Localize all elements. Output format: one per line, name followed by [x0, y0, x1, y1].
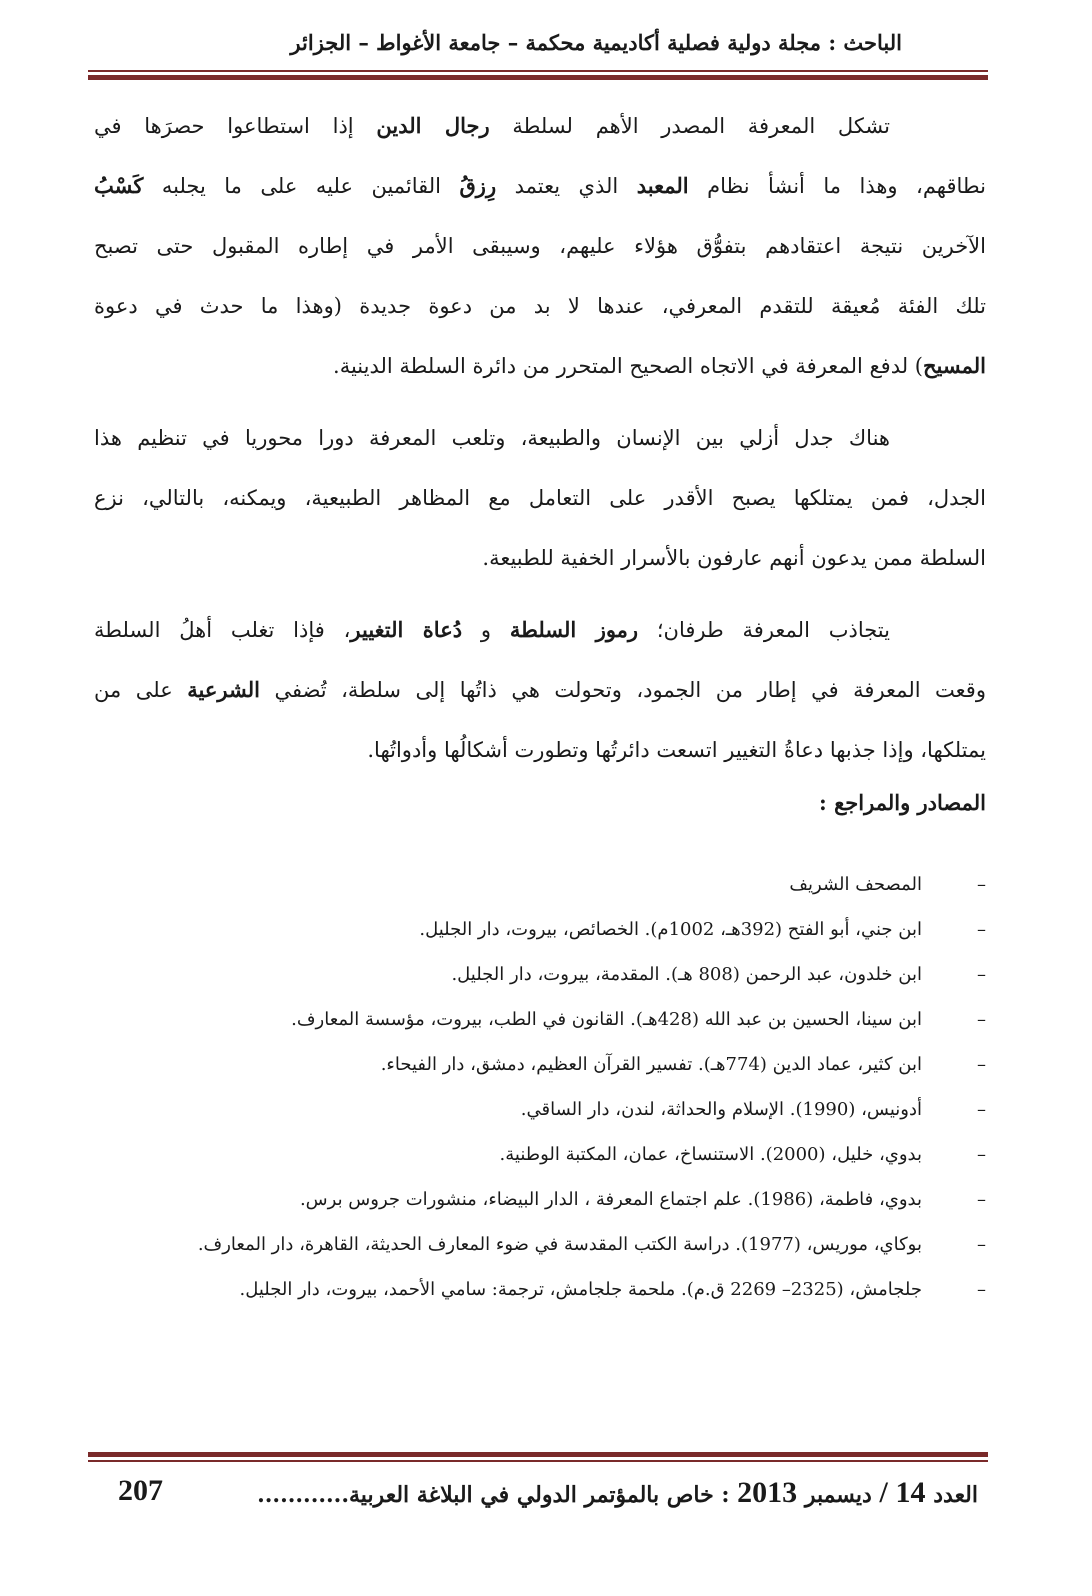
paragraph-line — [94, 408, 986, 468]
reference-text: ابن سينا، الحسين بن عبد الله (428هـ). القانون في الطب، بيروت، مؤسسة المعارف. — [291, 1009, 922, 1030]
text-run: الجدل، فمن يمتلكها يصبح الأقدر على التعامل مع المظاهر الطبيعية، ويمكنه، بالتالي، نزع — [94, 486, 986, 510]
reference-bullet: – — [977, 919, 986, 940]
reference-bullet: – — [977, 1099, 986, 1120]
reference-bullet: – — [977, 1279, 986, 1300]
issue-year: 2013 — [737, 1476, 798, 1509]
reference-text: أدونيس، (1990). الإسلام والحداثة، لندن، دار الساقي. — [520, 1099, 922, 1120]
reference-bullet: – — [977, 1189, 986, 1210]
header-rule-thick — [88, 75, 988, 80]
reference-item — [94, 907, 986, 952]
footer-rule-thick — [88, 1452, 988, 1457]
reference-bullet: – — [977, 874, 986, 895]
bold-term: المعبد — [636, 173, 689, 198]
text-run: على من — [94, 678, 188, 702]
reference-item — [94, 1177, 986, 1222]
reference-item — [94, 1132, 986, 1177]
text-run: هناك جدل أزلي بين الإنسان والطبيعة، وتلعب المعرفة دورا محوريا في تنظيم هذا — [94, 426, 890, 450]
reference-bullet: – — [977, 1144, 986, 1165]
reference-item — [94, 1087, 986, 1132]
paragraph-line — [94, 216, 986, 276]
text-run: نطاقهم، وهذا ما أنشأ نظام — [688, 174, 986, 198]
bold-term: دُعاة التغيير — [350, 617, 463, 642]
footer-rule-thin — [88, 1460, 988, 1462]
references-list — [94, 862, 986, 1312]
reference-text: بدوي، فاطمة، (1986). علم اجتماع المعرفة ، الدار البيضاء، منشورات جروس برس. — [299, 1189, 922, 1210]
reference-item — [94, 1222, 986, 1267]
body-paragraph — [94, 96, 986, 396]
text-run: الآخرين نتيجة اعتقادهم بتفوُّق هؤلاء عليهم، وسيبقى الأمر في إطاره المقبول حتى تصبح — [94, 234, 986, 258]
reference-bullet: – — [977, 964, 986, 985]
reference-item — [94, 862, 986, 907]
text-run: ، فإذا تغلب أهلُ السلطة — [94, 618, 351, 642]
reference-bullet: – — [977, 1234, 986, 1255]
reference-bullet: – — [977, 1054, 986, 1075]
article-body — [94, 96, 986, 792]
text-run: إذا استطاعوا حصرَها في — [94, 114, 377, 138]
reference-item — [94, 1267, 986, 1312]
text-run: القائمين عليه على ما يجلبه — [143, 174, 460, 198]
body-paragraph — [94, 408, 986, 588]
running-header: الباحث : مجلة دولية فصلية أكاديمية محكمة – جامعة الأغواط – الجزائر — [290, 30, 902, 55]
text-run: تلك الفئة مُعيقة للتقدم المعرفي، عندها لا بد من دعوة جديدة (وهذا ما حدث في دعوة — [94, 294, 986, 318]
paragraph-line — [94, 276, 986, 336]
paragraph-line — [94, 336, 986, 396]
paragraph-line — [94, 468, 986, 528]
bold-term: رِزقُ — [459, 173, 497, 198]
text-run: تشكل المعرفة المصدر الأهم لسلطة — [489, 114, 890, 138]
text-run: الذي يعتمد — [496, 174, 637, 198]
reference-text: ابن كثير، عماد الدين (774هـ). تفسير القرآن العظيم، دمشق، دار الفيحاء. — [380, 1054, 922, 1075]
paragraph-line — [94, 600, 986, 660]
paragraph-line — [94, 720, 986, 780]
references-heading: المصادر والمراجع : — [819, 790, 986, 815]
reference-item — [94, 952, 986, 997]
text-run: السلطة ممن يدعون أنهم عارفون بالأسرار الخفية للطبيعة. — [482, 546, 986, 570]
bold-term: رموز السلطة — [509, 617, 639, 642]
reference-text: جلجامش، (2325– 2269 ق.م). ملحمة جلجامش، ترجمة: سامي الأحمد، بيروت، دار الجليل. — [239, 1279, 922, 1300]
text-run: و — [462, 618, 510, 642]
text-run: وقعت المعرفة في إطار من الجمود، وتحولت هي ذاتُها إلى سلطة، تُضفي — [259, 678, 986, 702]
text-run: ) لدفع المعرفة في الاتجاه الصحيح المتحرر من دائرة السلطة الدينية. — [333, 354, 923, 378]
reference-bullet: – — [977, 1009, 986, 1030]
header-rule-thin — [88, 70, 988, 72]
footer-issue-info — [257, 1476, 978, 1510]
reference-item — [94, 1042, 986, 1087]
paragraph-line — [94, 660, 986, 720]
text-run: يمتلكها، وإذا جذبها دعاةُ التغيير اتسعت دائرتُها وتطورت أشكالُها وأدواتُها. — [367, 738, 986, 762]
reference-text: بدوي، خليل، (2000). الاستنساخ، عمان، المكتبة الوطنية. — [499, 1144, 922, 1165]
issue-separator: / — [879, 1476, 888, 1509]
bold-term: كَسْبُ — [94, 173, 144, 198]
issue-month: ديسمبر — [804, 1482, 872, 1508]
bold-term: رجال الدين — [376, 113, 490, 138]
text-run: يتجاذب المعرفة طرفان؛ — [638, 618, 890, 642]
issue-special-text: : خاص بالمؤتمر الدولي في البلاغة العربية............ — [257, 1482, 730, 1508]
bold-term: الشرعية — [187, 677, 260, 702]
reference-text: بوكاي، موريس، (1977). دراسة الكتب المقدسة في ضوء المعارف الحديثة، القاهرة، دار المعارف. — [197, 1234, 922, 1255]
paragraph-line — [94, 528, 986, 588]
reference-text: ابن خلدون، عبد الرحمن (808 هـ). المقدمة، بيروت، دار الجليل. — [451, 964, 922, 985]
paragraph-line — [94, 156, 986, 216]
bold-term: المسيح — [923, 353, 986, 378]
body-paragraph — [94, 600, 986, 780]
issue-number: 14 — [895, 1476, 926, 1509]
reference-item — [94, 997, 986, 1042]
page-number: 207 — [118, 1474, 163, 1507]
reference-text: ابن جني، أبو الفتح (392هـ، 1002م). الخصائص، بيروت، دار الجليل. — [419, 919, 922, 940]
paragraph-line — [94, 96, 986, 156]
issue-label: العدد — [933, 1482, 978, 1508]
reference-text: المصحف الشريف — [789, 874, 922, 895]
